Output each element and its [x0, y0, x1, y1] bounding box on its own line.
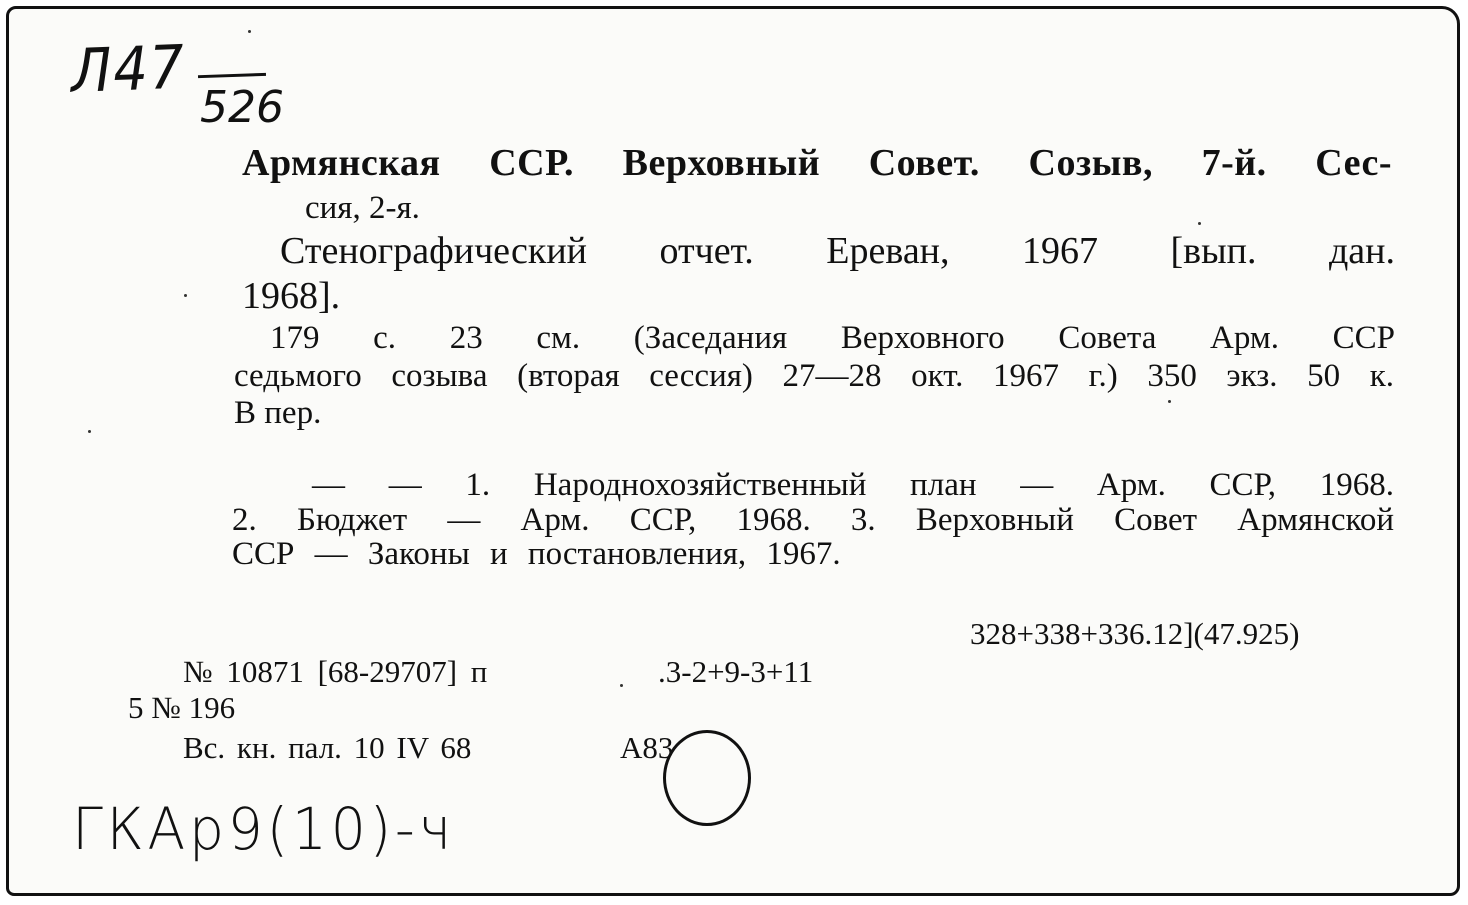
- card-heading-line2: сия, 2-я.: [305, 190, 420, 226]
- card-subjects-line1: — — 1. Народнохозяйственный план — Арм. ССР, 1968.: [312, 467, 1394, 503]
- card-collation-line2: седьмого созыва (вторая сессия) 27—28 окт. 1967 г.) 350 экз. 50 к.: [234, 358, 1394, 394]
- card-subjects-line2: 2. Бюджет — Арм. ССР, 1968. 3. Верховный Совет Армянской: [232, 502, 1394, 538]
- scan-speck: [1168, 400, 1171, 403]
- handwritten-shelf-mark: Л47: [69, 32, 187, 107]
- stamp-circle: [663, 730, 751, 826]
- card-record-code: .3-2+9-3+11: [658, 654, 814, 689]
- card-subjects-line3: ССР — Законы и постановления, 1967.: [232, 536, 841, 572]
- card-collation-line1: 179 с. 23 см. (Заседания Верховного Совета Арм. ССР: [270, 320, 1395, 356]
- scan-speck: [88, 430, 91, 433]
- card-record-number: № 10871 [68-29707] п: [183, 654, 488, 689]
- card-stamp-code: А83: [620, 730, 674, 765]
- card-classification: 328+338+336.12](47.925): [970, 616, 1300, 651]
- card-chamber-date: Вс. кн. пал. 10 IV 68: [183, 730, 472, 765]
- scan-speck: [1198, 222, 1201, 225]
- scan-speck: [620, 684, 623, 687]
- scan-speck: [248, 30, 251, 33]
- card-title-line2: 1968].: [242, 275, 341, 317]
- card-title-line1: Стенографический отчет. Ереван, 1967 [вып. дан.: [280, 230, 1395, 272]
- card-set-number: 5 № 196: [128, 690, 236, 725]
- scan-speck: [184, 294, 187, 297]
- card-collation-line3: В пер.: [234, 395, 322, 431]
- handwritten-shelf-denominator: 526: [200, 82, 284, 133]
- card-heading-line1: Армянская ССР. Верховный Совет. Созыв, 7-й. Сес-: [242, 142, 1392, 184]
- handwritten-bottom-mark: ГКАр9(10)-ч: [72, 795, 455, 863]
